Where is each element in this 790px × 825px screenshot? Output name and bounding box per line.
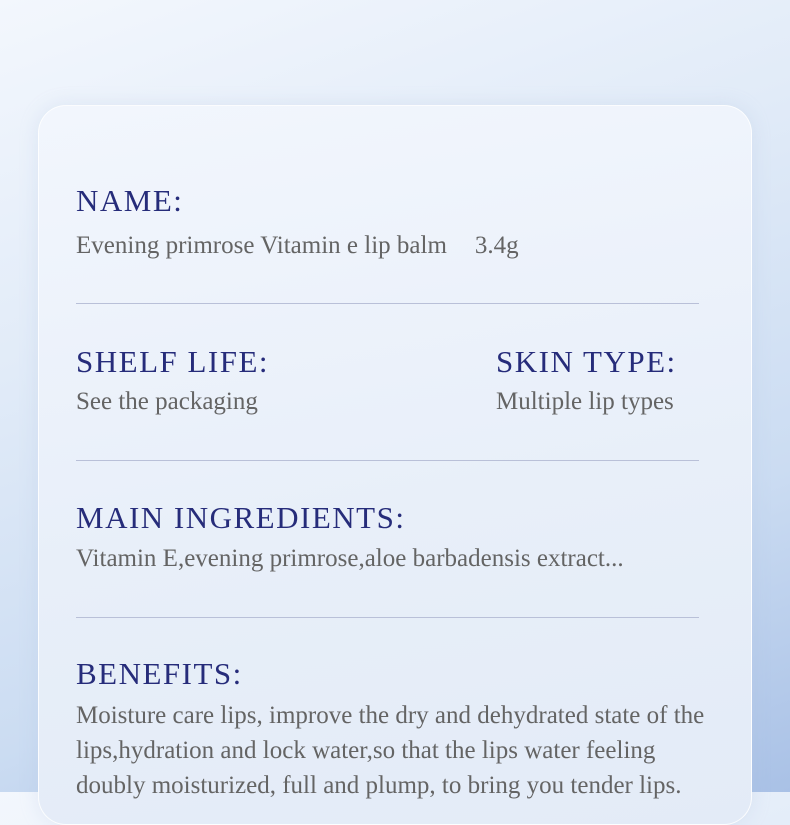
main-ingredients-value: Vitamin E,evening primrose,aloe barbadensis extract... xyxy=(76,545,624,572)
benefits-value: Moisture care lips, improve the dry and dehydrated state of the lips,hydration and lock water,so that the lips water feeling doubly moisturized, full and plump, to bring you tender lips. xyxy=(76,702,705,799)
divider-1 xyxy=(76,303,699,304)
skin-type-heading: SKIN TYPE: xyxy=(496,344,677,379)
shelf-life-value: See the packaging xyxy=(76,388,258,415)
name-heading: NAME: xyxy=(76,183,184,218)
product-name: Evening primrose Vitamin e lip balm xyxy=(76,232,447,259)
main-ingredients-heading: MAIN INGREDIENTS: xyxy=(76,500,406,535)
product-info-card xyxy=(38,105,752,825)
divider-3 xyxy=(76,617,699,618)
skin-type-value: Multiple lip types xyxy=(496,388,674,415)
shelf-life-heading: SHELF LIFE: xyxy=(76,344,270,379)
product-weight: 3.4g xyxy=(474,232,519,259)
divider-2 xyxy=(76,460,699,461)
name-value xyxy=(76,233,519,258)
benefits-heading: BENEFITS: xyxy=(76,656,243,691)
